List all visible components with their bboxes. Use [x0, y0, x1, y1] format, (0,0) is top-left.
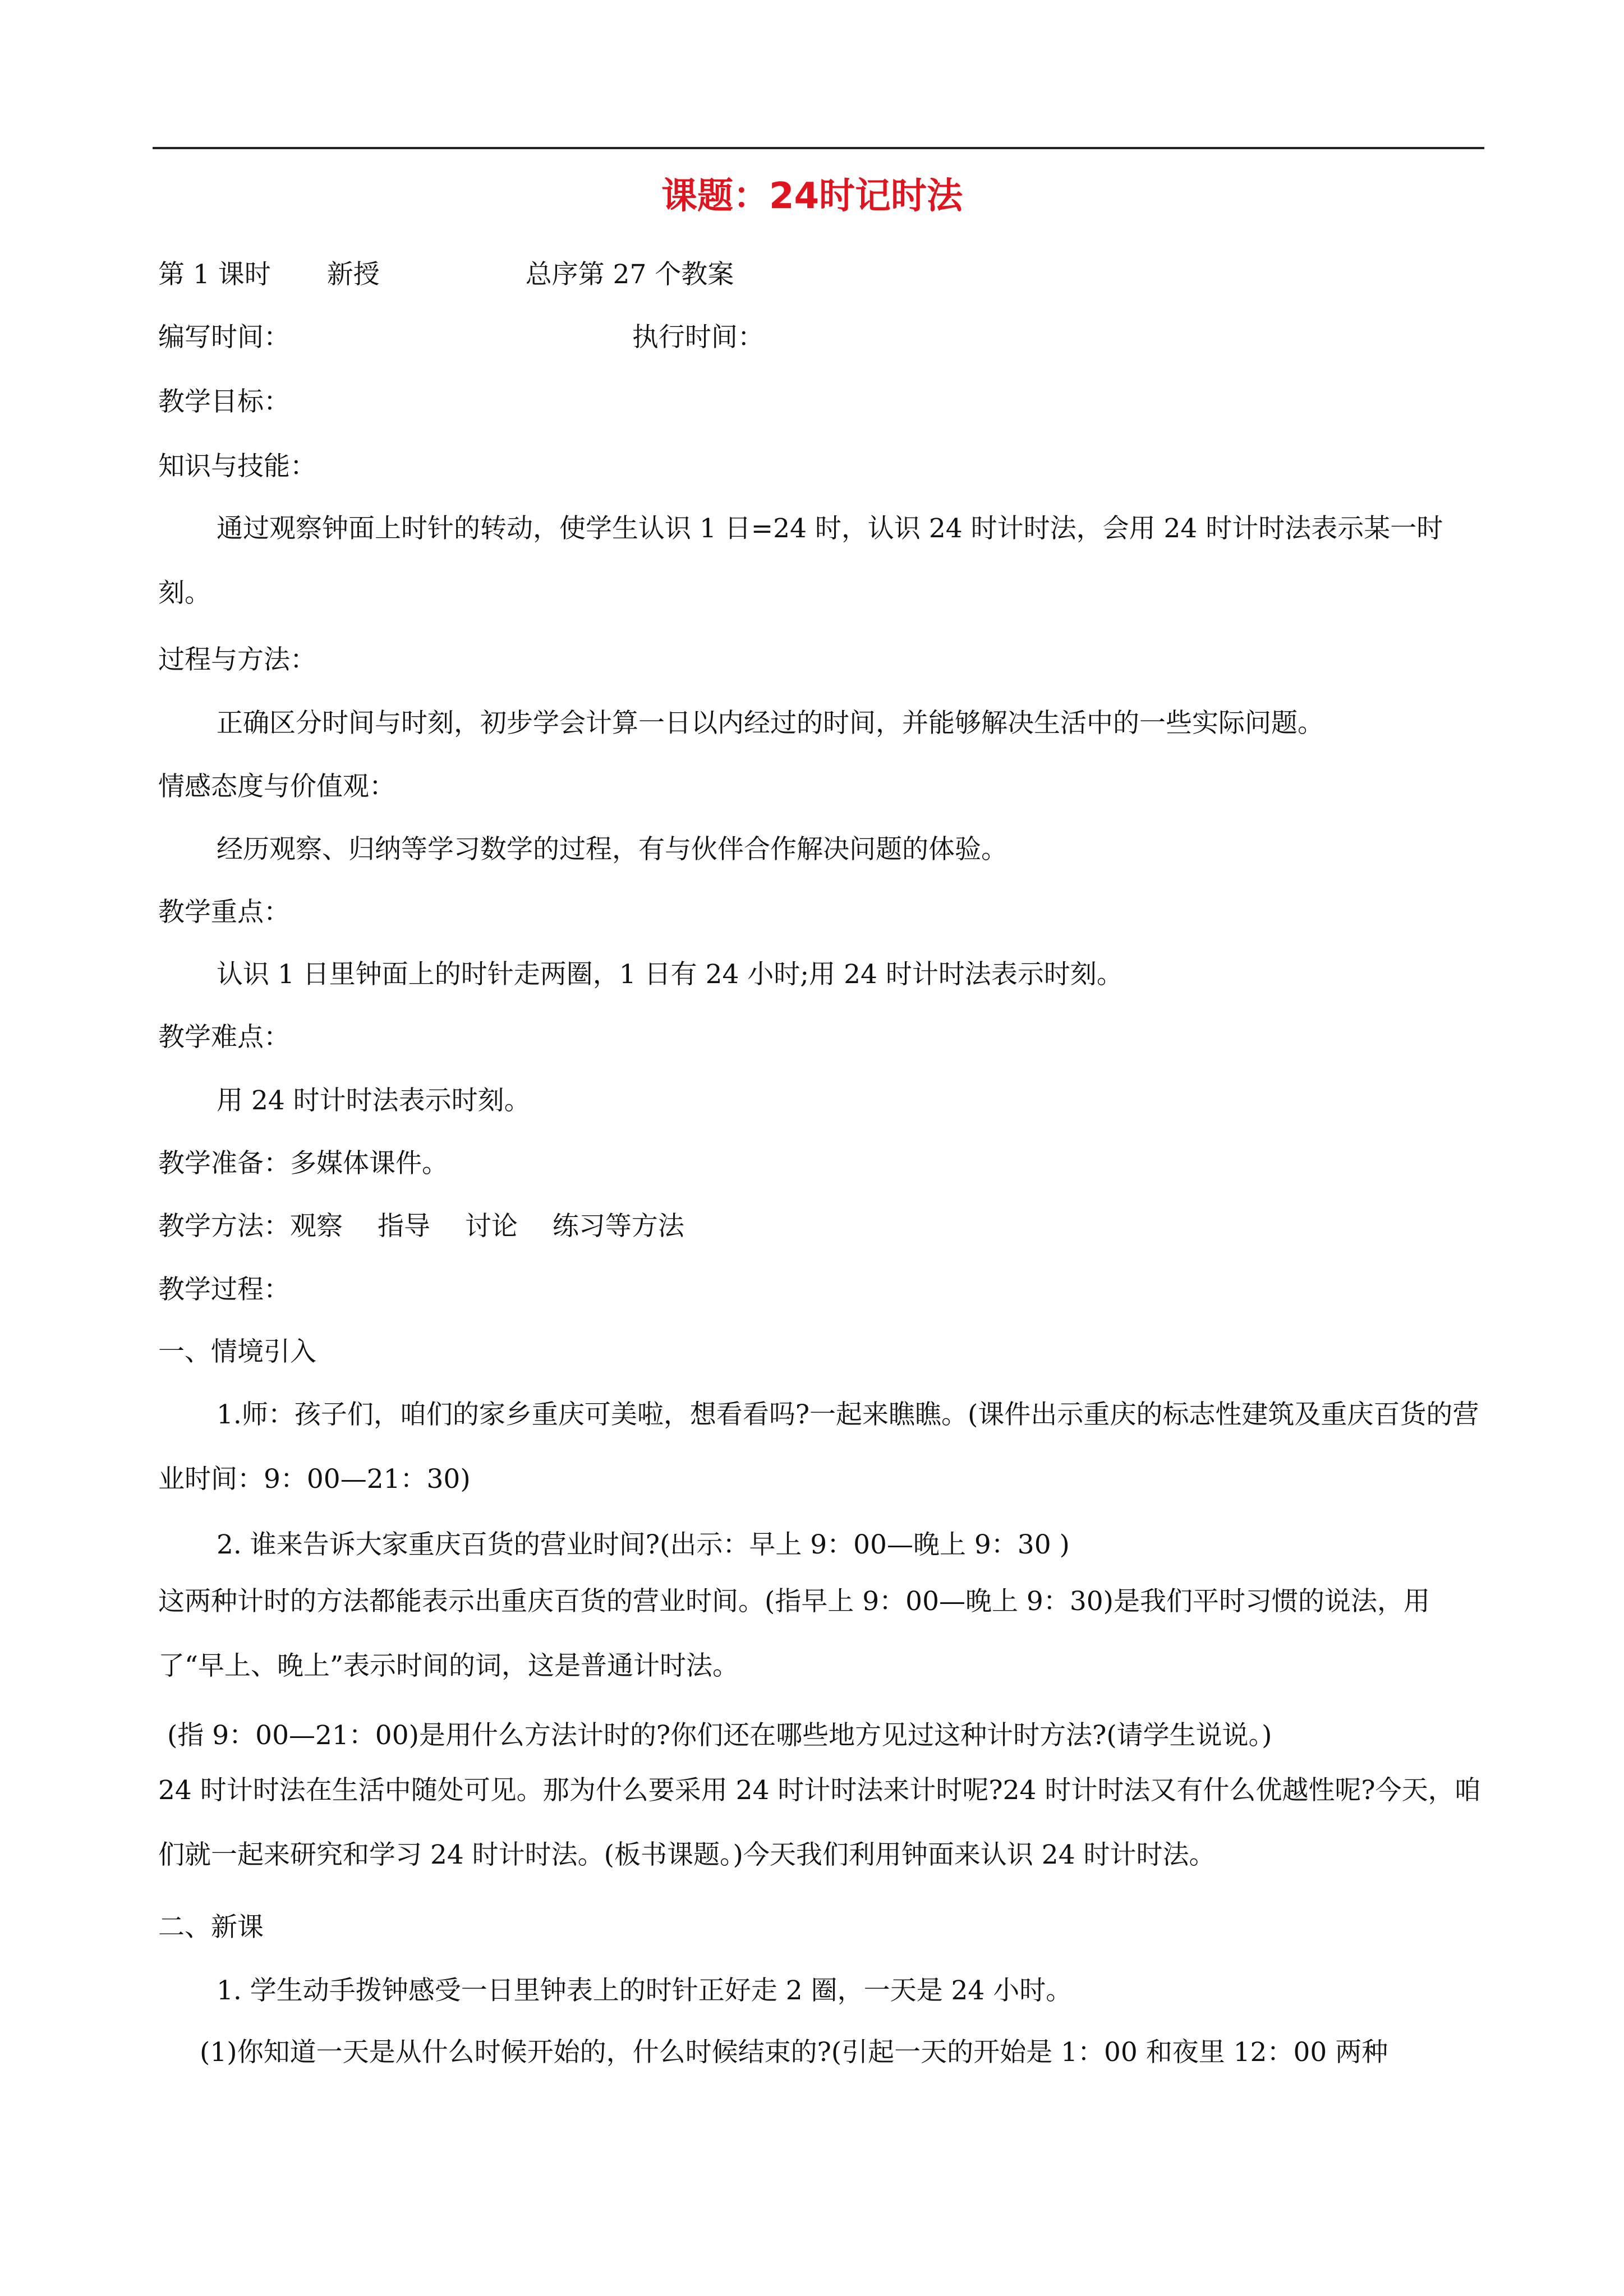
knowledge-paragraph — [158, 496, 1482, 625]
prep-line: 教学准备：多媒体课件。 — [158, 1148, 448, 1179]
time-row — [158, 318, 764, 357]
p2-2-text: (1)你知道一天是从什么时候开始的，什么时候结束的?(引起一天的开始是 1：00 和夜里 12：00 两种 — [200, 2037, 1388, 2068]
key-text: 认识 1 日里钟面上的时针走两圈，1 日有 24 小时;用 24 时计时法表示时刻。 — [217, 959, 1123, 990]
procedure-heading: 教学过程： — [158, 1274, 290, 1305]
key-heading: 教学重点： — [158, 897, 290, 928]
goals-heading: 教学目标： — [158, 386, 290, 417]
write-time-label: 编写时间： — [158, 322, 290, 353]
p1-2-text: 2. 谁来告诉大家重庆百货的营业时间?(出示：早上 9：00—晚上 9：30 ) — [217, 1529, 1070, 1560]
emotion-heading: 情感态度与价值观： — [158, 771, 395, 802]
lesson-type: 新授 — [326, 259, 380, 290]
part1-heading: 一、情境引入 — [158, 1336, 316, 1367]
difficulty-heading: 教学难点： — [158, 1022, 290, 1053]
p1-1-paragraph — [158, 1382, 1482, 1511]
knowledge-heading: 知识与技能： — [158, 451, 316, 482]
p1-5-paragraph — [158, 1758, 1482, 1887]
emotion-text: 经历观察、归纳等学习数学的过程，有与伙伴合作解决问题的体验。 — [217, 834, 1007, 865]
p1-3-paragraph — [158, 1569, 1482, 1698]
p1-5-text: 24 时计时法在生活中随处可见。那为什么要采用 24 时计时法来计时呢?24 时计时法又有什么优越性呢?今天，咱们就一起来研究和学习 24 时计时法。(板书课题。)今天我们利用钟面来认识 24 时计时法。 — [158, 1775, 1481, 1870]
meta-row — [158, 255, 734, 294]
process-heading: 过程与方法： — [158, 644, 316, 675]
method-line: 教学方法：观察 指导 讨论 练习等方法 — [158, 1211, 684, 1242]
p1-4-text: (指 9：00—21：00)是用什么方法计时的?你们还在哪些地方见过这种计时方法?(请学生说说。) — [167, 1720, 1272, 1751]
p1-3-text: 这两种计时的方法都能表示出重庆百货的营业时间。(指早上 9：00—晚上 9：30)是我们平时习惯的说法，用了“早上、晚上”表示时间的词，这是普通计时法。 — [158, 1586, 1430, 1681]
difficulty-text: 用 24 时计时法表示时刻。 — [217, 1085, 531, 1116]
p2-1-text: 1. 学生动手拨钟感受一日里钟表上的时针正好走 2 圈，一天是 24 小时。 — [217, 1975, 1073, 2006]
knowledge-text: 通过观察钟面上时针的转动，使学生认识 1 日=24 时，认识 24 时计时法，会用 24 时计时法表示某一时刻。 — [158, 513, 1443, 608]
page-title: 课题：24时记时法 — [661, 176, 963, 217]
process-text: 正确区分时间与时刻，初步学会计算一日以内经过的时间，并能够解决生活中的一些实际问题。 — [217, 708, 1324, 739]
lesson-number: 第 1 课时 — [158, 259, 271, 290]
part2-heading: 二、新课 — [158, 1912, 264, 1943]
exec-time-label: 执行时间： — [632, 322, 764, 353]
header-rule — [153, 147, 1484, 149]
p1-1-text: 1.师：孩子们，咱们的家乡重庆可美啦，想看看吗?一起来瞧瞧。(课件出示重庆的标志性建筑及重庆百货的营业时间：9：00—21：30) — [158, 1399, 1479, 1495]
lesson-serial: 总序第 27 个教案 — [525, 259, 734, 290]
